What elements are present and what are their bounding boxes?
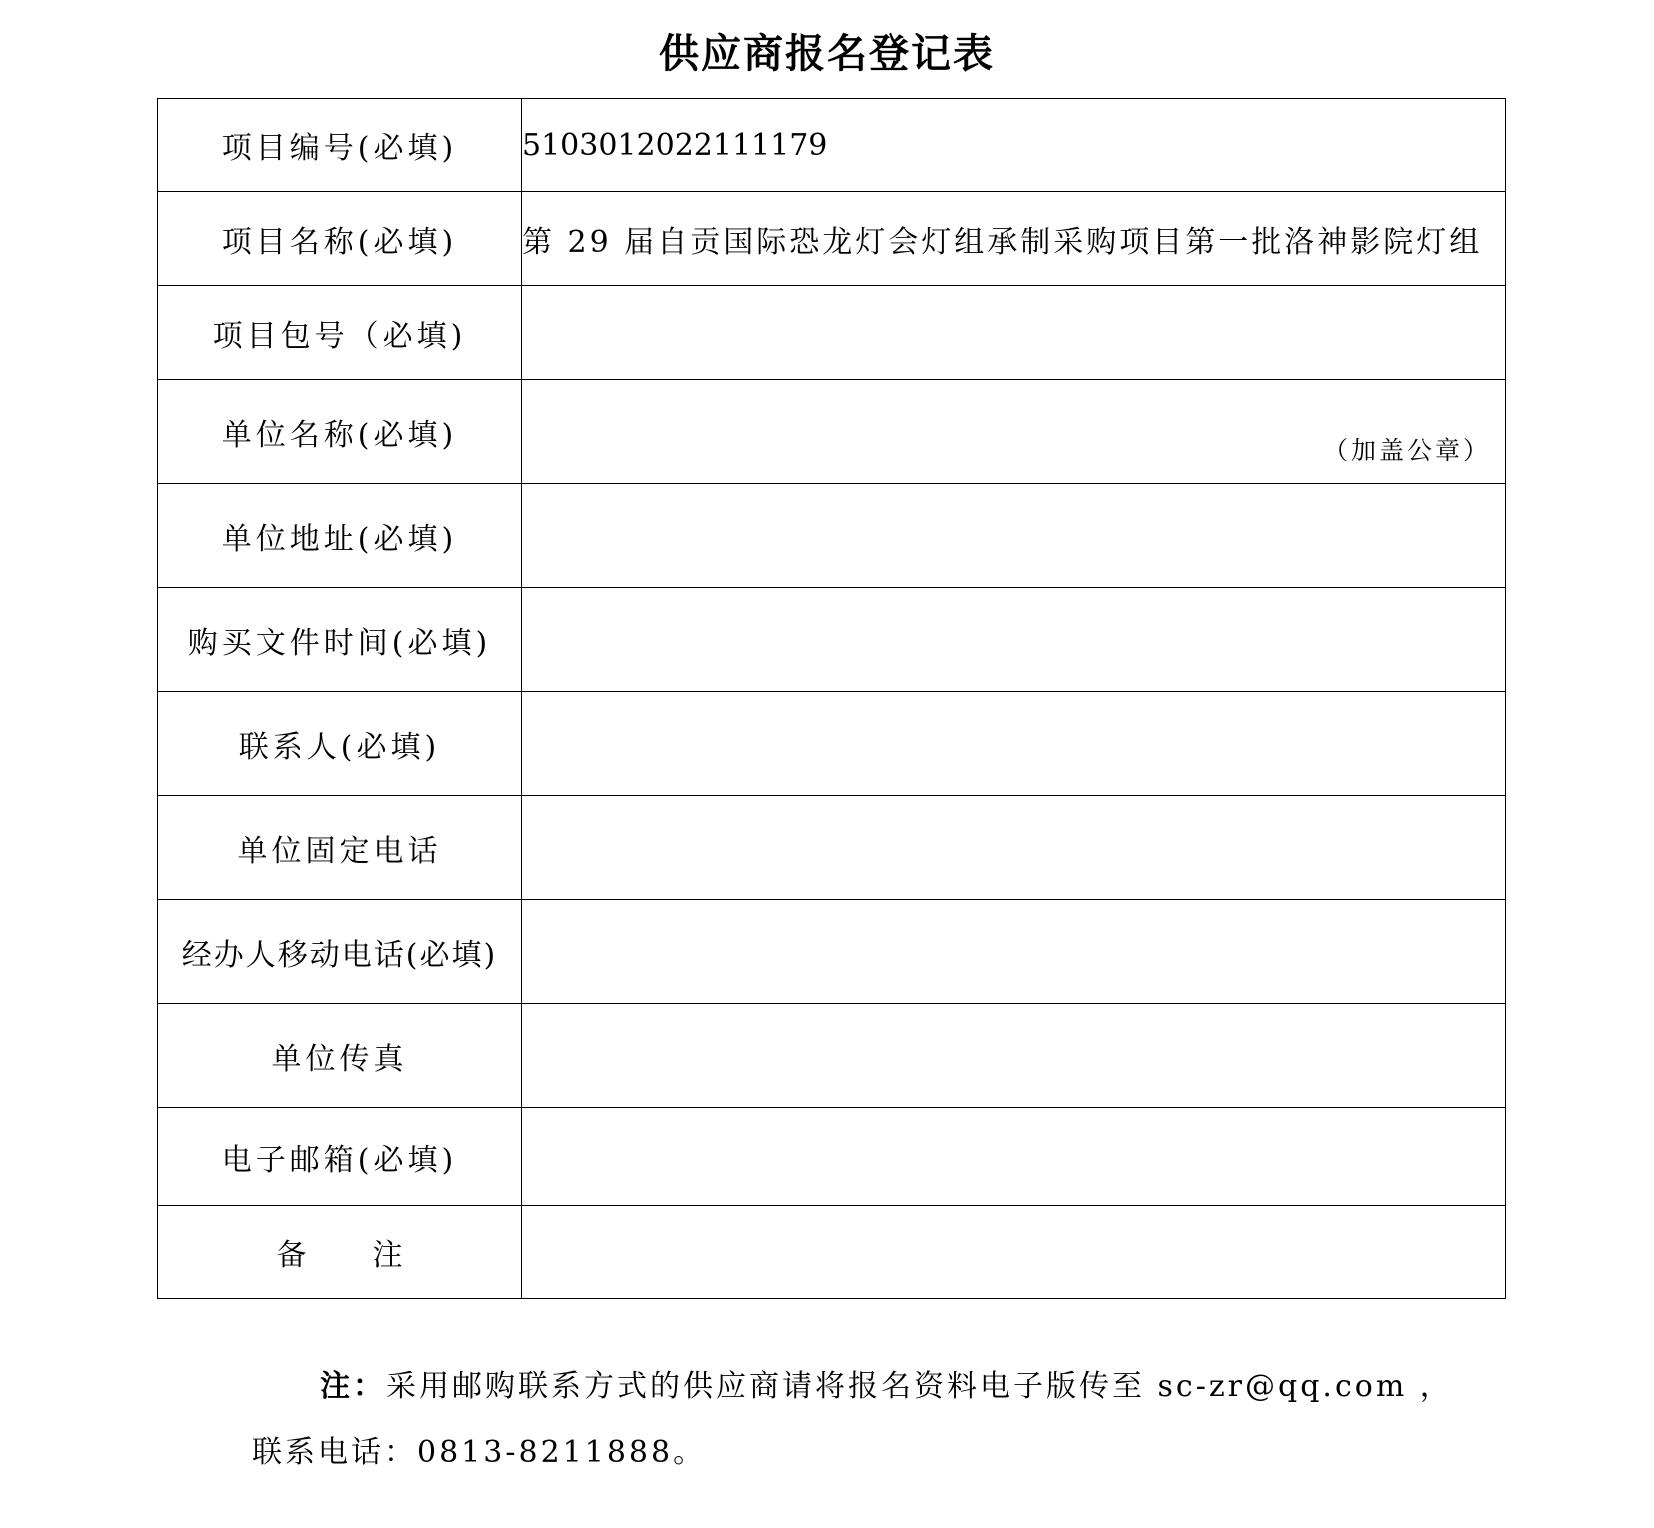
contact-line: 联系电话：0813-8211888。 [252,1435,707,1470]
row-label-package-number: 项目包号（必填) [158,286,522,380]
table-row [158,1108,1506,1206]
table-row [158,1206,1506,1299]
row-label-project-name: 项目名称(必填) [158,192,522,286]
remarks-field[interactable] [522,1206,1506,1299]
company-name-cell[interactable] [522,380,1506,484]
landline-field[interactable] [522,796,1506,900]
row-label-remarks [158,1206,522,1299]
row-label-company-address: 单位地址(必填) [158,484,522,588]
table-row [158,484,1506,588]
registration-table [157,98,1506,1299]
table-row [158,796,1506,900]
contact-person-field[interactable] [522,692,1506,796]
row-label-contact-person: 联系人(必填) [158,692,522,796]
table-row [158,588,1506,692]
package-number-field[interactable] [522,286,1506,380]
email-field[interactable] [522,1108,1506,1206]
stamp-note: （加盖公章） [1322,436,1491,465]
table-row [158,286,1506,380]
company-address-field[interactable] [522,484,1506,588]
remarks-label-part1: 备 [276,1238,307,1273]
row-label-mobile: 经办人移动电话(必填) [158,900,522,1004]
fax-field[interactable] [522,1004,1506,1108]
table-row [158,1004,1506,1108]
row-label-email: 电子邮箱(必填) [158,1108,522,1206]
project-name-field[interactable]: 第 29 届自贡国际恐龙灯会灯组承制采购项目第一批洛神影院灯组 [522,192,1506,286]
purchase-time-field[interactable] [522,588,1506,692]
note-text: 采用邮购联系方式的供应商请将报名资料电子版传至 sc-zr@qq.com ， [386,1369,1453,1404]
table-row [158,692,1506,796]
project-number-field[interactable]: 5103012022111179 [522,99,1506,192]
row-label-purchase-time: 购买文件时间(必填) [158,588,522,692]
row-label-project-number: 项目编号(必填) [158,99,522,192]
table-row [158,380,1506,484]
row-label-company-name: 单位名称(必填) [158,380,522,484]
row-label-landline: 单位固定电话 [158,796,522,900]
mobile-field[interactable] [522,900,1506,1004]
table-row [158,900,1506,1004]
table-row [158,192,1506,286]
row-label-fax: 单位传真 [158,1004,522,1108]
footer-note [252,1354,1552,1486]
remarks-label-part2: 注 [372,1238,403,1273]
note-label: 注： [320,1369,386,1404]
form-title: 供应商报名登记表 [659,30,995,77]
table-row [158,99,1506,192]
